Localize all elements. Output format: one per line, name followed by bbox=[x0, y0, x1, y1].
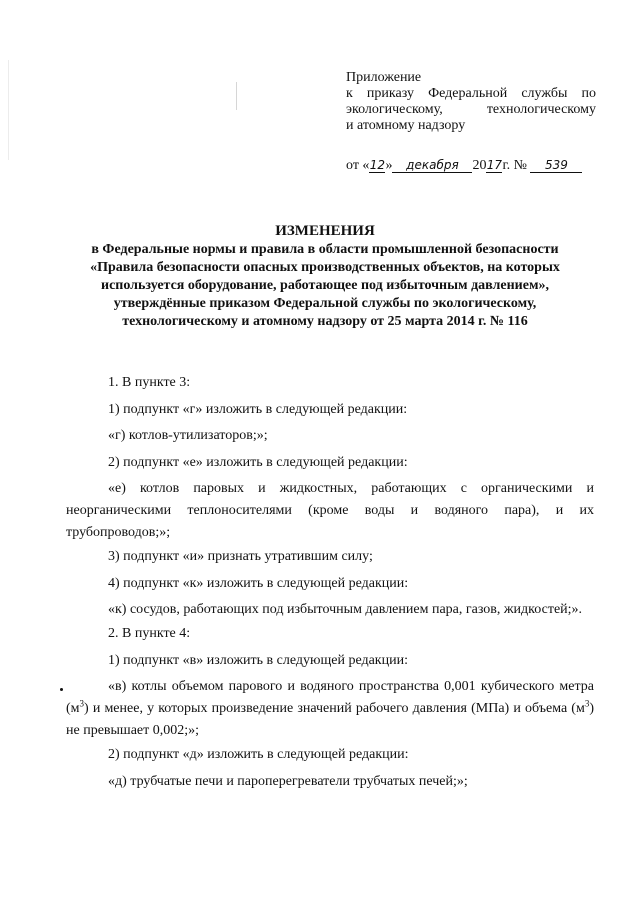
appendix-block bbox=[346, 70, 596, 134]
title-line: утверждённые приказом Федеральной службы по экологическому, bbox=[113, 296, 537, 311]
paragraph: «г) котлов-утилизаторов;»; bbox=[108, 428, 268, 443]
paragraph-part: ) не превышает 0,002;»; bbox=[66, 701, 594, 738]
paragraph: «д) трубчатые печи и пароперегреватели трубчатых печей;»; bbox=[108, 773, 468, 789]
title-line: используется оборудование, работающее под избыточным давлением», bbox=[101, 278, 549, 293]
order-year-unit: г. № bbox=[502, 158, 527, 173]
paragraph: «к) сосудов, работающих под избыточным давлением пара, газов, жидкостей;». bbox=[108, 602, 583, 617]
paragraph-part: «в) котлы объемом парового и водяного пространства 0,001 кубического метра (м bbox=[66, 679, 594, 716]
paragraph-part: ) и менее, у которых произведение значений рабочего давления (МПа) и объема (м bbox=[84, 701, 585, 716]
order-number-handwritten: 539 bbox=[530, 158, 582, 173]
scan-mark bbox=[8, 60, 9, 160]
order-day-close: » bbox=[385, 158, 393, 173]
paragraph: 4) подпункт «к» изложить в следующей редакции: bbox=[108, 575, 409, 591]
order-month-handwritten: декабря bbox=[392, 158, 472, 173]
superscript: 3 bbox=[79, 698, 85, 709]
appendix-label: Приложение bbox=[346, 70, 422, 85]
order-day-handwritten: 12 bbox=[369, 158, 386, 172]
title-line: технологическому и атомному надзору от 25 марта 2014 г. № 116 bbox=[122, 314, 528, 329]
appendix-agency-line-end: и атомному надзору bbox=[346, 118, 466, 133]
appendix-agency-line: экологическому, технологическому bbox=[346, 102, 596, 117]
order-year-prefix: 20 bbox=[472, 158, 487, 173]
title-line: в Федеральные нормы и правила в области промышленной безопасности bbox=[91, 242, 559, 257]
order-date-number bbox=[346, 157, 598, 175]
document-body bbox=[66, 370, 594, 795]
scan-mark bbox=[236, 82, 237, 110]
superscript: 3 bbox=[584, 698, 590, 709]
paragraph: «е) котлов паровых и жидкостных, работающих с органическими и неорганическими теплоносителями (кроме воды и водяного пара), и их трубопроводов;»; bbox=[66, 481, 594, 540]
section-heading: 1. В пункте 3: bbox=[108, 375, 191, 390]
paragraph: 2) подпункт «д» изложить в следующей редакции: bbox=[108, 747, 409, 762]
paragraph: 1) подпункт «в» изложить в следующей редакции: bbox=[108, 652, 408, 668]
section-heading: 2. В пункте 4: bbox=[108, 626, 191, 641]
paragraph: 3) подпункт «и» признать утратившим силу; bbox=[108, 549, 373, 564]
title-line: «Правила безопасности опасных производственных объектов, на которых bbox=[90, 260, 560, 275]
paragraph: 1) подпункт «г» изложить в следующей редакции: bbox=[108, 401, 408, 417]
paragraph bbox=[66, 674, 594, 742]
scan-dot bbox=[60, 688, 63, 691]
paragraph: 2) подпункт «е» изложить в следующей редакции: bbox=[108, 454, 408, 470]
appendix-order-ref: к приказу Федеральной службы по bbox=[346, 86, 596, 101]
document-title bbox=[60, 222, 590, 331]
order-prefix: от « bbox=[346, 158, 370, 173]
order-year-handwritten: 17 bbox=[486, 158, 503, 172]
title-heading: ИЗМЕНЕНИЯ bbox=[275, 223, 375, 239]
